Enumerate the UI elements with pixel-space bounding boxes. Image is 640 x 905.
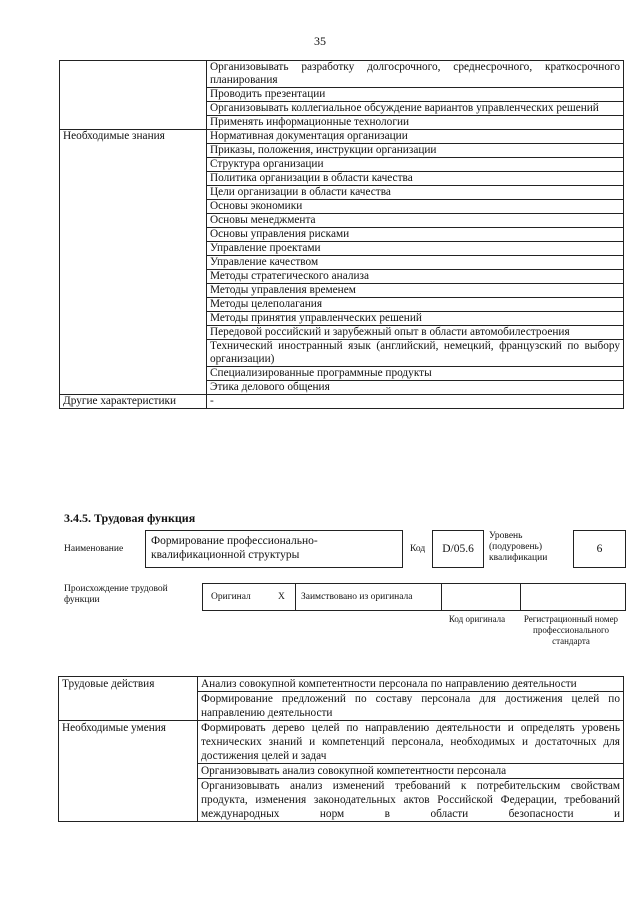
level-label: Уровень (подуровень) квалификации bbox=[489, 531, 548, 563]
table-cell: Организовывать разработку долгосрочного, среднесрочного, краткосрочного планирования bbox=[207, 61, 624, 88]
divider bbox=[441, 584, 442, 610]
table-row bbox=[59, 677, 624, 692]
table-cell: Методы целеполагания bbox=[207, 298, 624, 312]
actions-label: Трудовые действия bbox=[59, 677, 198, 721]
table-cell: Организовывать анализ изменений требований к потребительским свойствам продукта, изменения законодательных актов Российской Федерации, требований международных норм в области безопасности и bbox=[198, 779, 624, 822]
skills-label: Необходимые умения bbox=[59, 721, 198, 822]
table-cell: Передовой российский и зарубежный опыт в области автомобилестроения bbox=[207, 326, 624, 340]
code-label: Код bbox=[410, 544, 426, 554]
table-cell: Основы менеджмента bbox=[207, 214, 624, 228]
level-value: 6 bbox=[596, 543, 603, 555]
table-cell: Организовывать анализ совокупной компетентности персонала bbox=[198, 764, 624, 779]
table-cell: Проводить презентации bbox=[207, 88, 624, 102]
table-cell: Нормативная документация организации bbox=[207, 130, 624, 144]
borrowed-label: Заимствовано из оригинала bbox=[301, 592, 413, 602]
knowledge-table bbox=[59, 60, 624, 409]
reg-number-caption: Регистрационный номер профессионального стандарта bbox=[523, 614, 619, 646]
table-cell: Этика делового общения bbox=[207, 381, 624, 395]
table-cell: Формировать дерево целей по направлению деятельности и определять уровень технических знаний и компетенций персонала, необходимых и достаточных для достижения целей и задач bbox=[198, 721, 624, 764]
table-cell: Анализ совокупной компетентности персонала по направлению деятельности bbox=[198, 677, 624, 692]
table-cell: Организовывать коллегиальное обсуждение вариантов управленческих решений bbox=[207, 102, 624, 116]
table-cell: Методы управления временем bbox=[207, 284, 624, 298]
table-cell: Применять информационные технологии bbox=[207, 116, 624, 130]
table-cell-empty bbox=[60, 61, 207, 130]
code-original-caption: Код оригинала bbox=[448, 614, 506, 624]
name-box bbox=[145, 530, 403, 568]
actions-skills-table bbox=[58, 676, 624, 822]
origin-box bbox=[202, 583, 626, 611]
page-number: 35 bbox=[314, 34, 326, 48]
name-value: Формирование профессионально-квалификационной структуры bbox=[151, 535, 318, 561]
table-row bbox=[60, 130, 624, 144]
table-cell: Цели организации в области качества bbox=[207, 186, 624, 200]
table-cell: Основы управления рисками bbox=[207, 228, 624, 242]
table-cell: Политика организации в области качества bbox=[207, 172, 624, 186]
level-box bbox=[573, 530, 626, 568]
table-cell: Формирование предложений по составу персонала для достижения целей по направлению деятельности bbox=[198, 692, 624, 721]
table-row bbox=[60, 61, 624, 88]
table-cell: Управление проектами bbox=[207, 242, 624, 256]
code-value: D/05.6 bbox=[442, 543, 474, 555]
original-label: Оригинал bbox=[211, 592, 251, 602]
other-value: - bbox=[207, 395, 624, 409]
other-label: Другие характеристики bbox=[60, 395, 207, 409]
table-cell: Специализированные программные продукты bbox=[207, 367, 624, 381]
section-title: 3.4.5. Трудовая функция bbox=[64, 511, 196, 525]
table-cell: Структура организации bbox=[207, 158, 624, 172]
original-mark: X bbox=[278, 592, 285, 602]
table-cell: Методы стратегического анализа bbox=[207, 270, 624, 284]
knowledge-label: Необходимые знания bbox=[60, 130, 207, 395]
table-cell: Приказы, положения, инструкции организации bbox=[207, 144, 624, 158]
origin-label: Происхождение трудовой функции bbox=[64, 584, 168, 605]
table-cell: Основы экономики bbox=[207, 200, 624, 214]
table-row bbox=[59, 721, 624, 764]
table-cell: Методы принятия управленческих решений bbox=[207, 312, 624, 326]
table-row bbox=[60, 395, 624, 409]
divider bbox=[520, 584, 521, 610]
table-cell: Управление качеством bbox=[207, 256, 624, 270]
code-box bbox=[432, 530, 484, 568]
table-cell: Технический иностранный язык (английский, немецкий, французский по выбору организации) bbox=[207, 340, 624, 367]
divider bbox=[295, 584, 296, 610]
name-label: Наименование bbox=[64, 544, 124, 554]
